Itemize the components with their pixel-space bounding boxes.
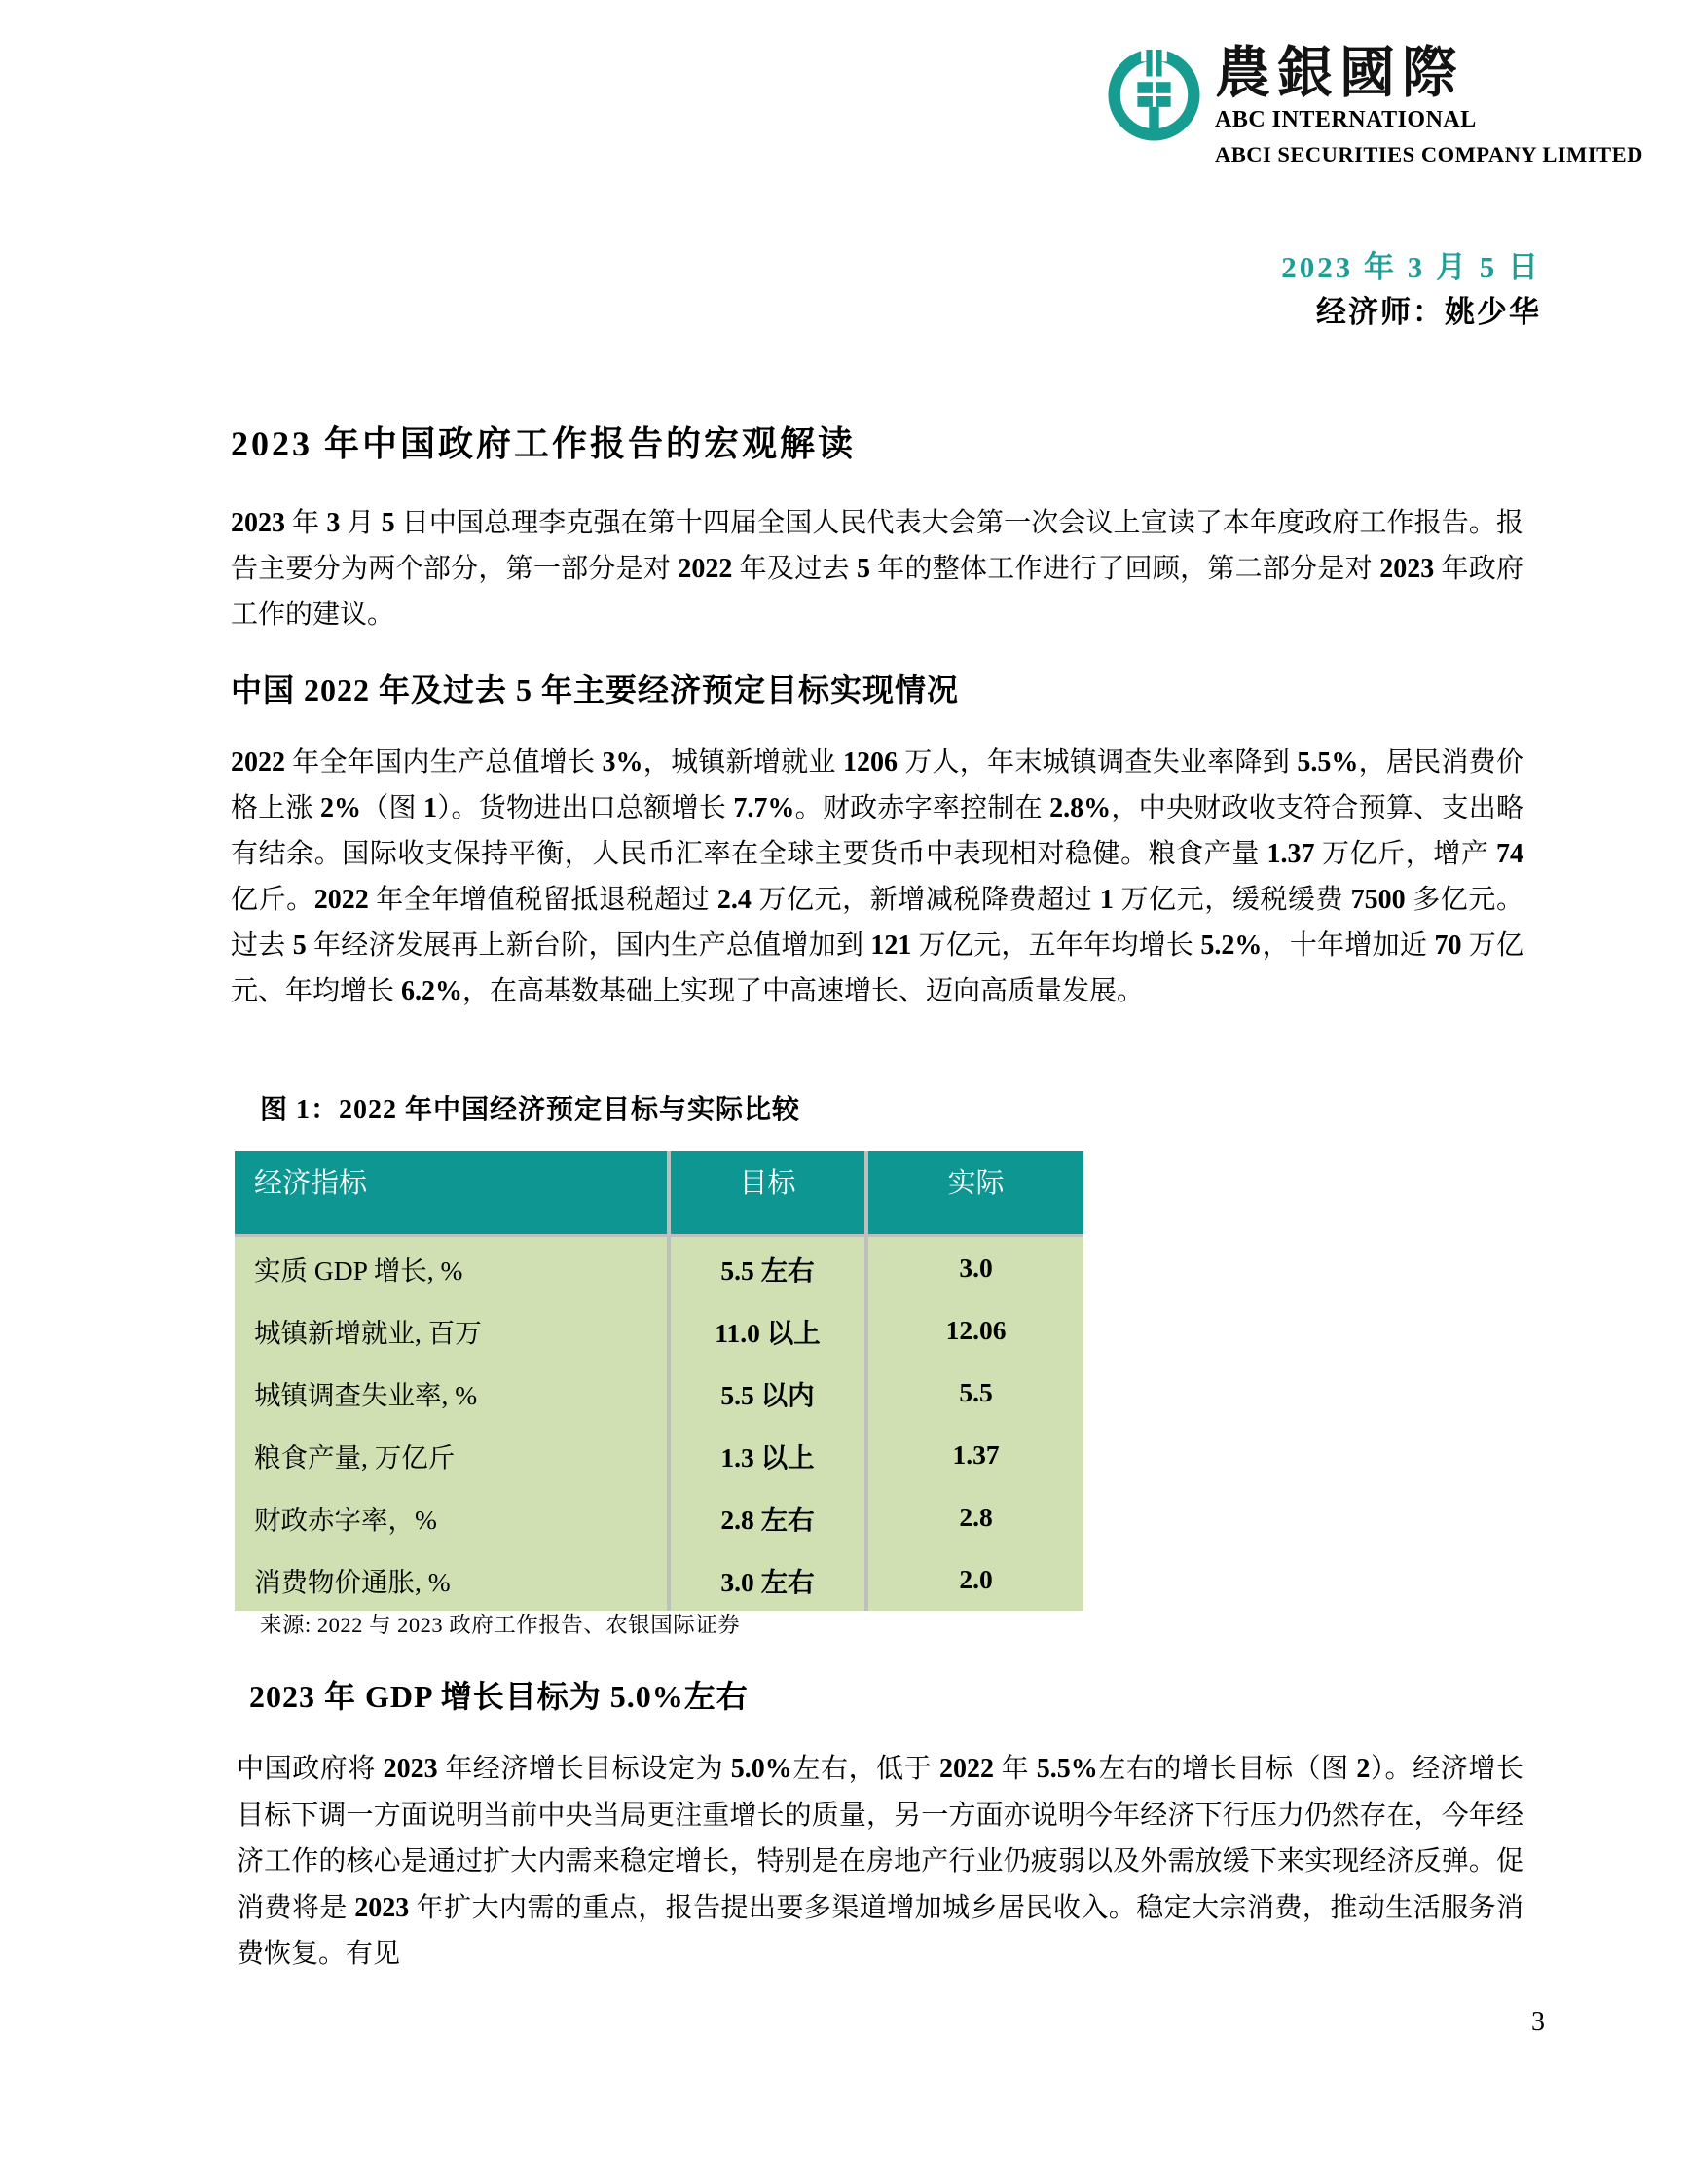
paragraph-intro: 2023 年 3 月 5 日中国总理李克强在第十四届全国人民代表大会第一次会议上宣读了本年度政府工作报告。报告主要分为两个部分，第一部分是对 2022 年及过去 5 年的整体工作进行了回顾，第二部分是对 2023 年政府工作的建议。	[231, 508, 1523, 630]
cell-actual: 5.5	[866, 1362, 1083, 1424]
abc-bank-logo-icon	[1108, 49, 1200, 141]
author-line: 经济师：姚少华	[1316, 295, 1541, 329]
source-note: 来源: 2022 与 2023 政府工作报告、农银国际证券	[260, 1613, 741, 1637]
page-number: 3	[1531, 2007, 1545, 2037]
cell-indicator: 消费物价通胀, %	[235, 1548, 669, 1611]
paragraph-2022-results: 2022 年全年国内生产总值增长 3%，城镇新增就业 1206 万人，年末城镇调查失业率降到 5.5%，居民消费价格上涨 2%（图 1）。货物进出口总额增长 7.7%。财政赤字率控制在 2.8%，中央财政收支符合预算、支出略有结余。国际收支保持平衡，人民币汇率在全球主要货币中表现相对稳健。粮食产量 1.37 万亿斤，增产 74 亿斤。2022 年全年增值税留抵退税超过 2.4 万亿元，新增减税降费超过 1 万亿元，缓税缓费 7500 多亿元。过去 5 年经济发展再上新台阶，国内生产总值增加到 121 万亿元，五年年均增长 5.2%，十年增加近 70 万亿元、年均增长 6.2%，在高基数基础上实现了中高速增长、迈向高质量发展。	[231, 747, 1523, 1006]
col-header-actual: 实际	[866, 1151, 1083, 1236]
brand-name-english: ABC INTERNATIONAL	[1215, 106, 1477, 132]
cell-target: 1.3 以上	[669, 1424, 866, 1486]
report-date: 2023 年 3 月 5 日	[1281, 250, 1541, 284]
cell-indicator: 城镇调查失业率, %	[235, 1362, 669, 1424]
cell-actual: 2.0	[866, 1548, 1083, 1611]
table-header-row	[235, 1151, 1083, 1236]
table-row-deficit	[235, 1486, 1083, 1548]
cell-actual: 3.0	[866, 1236, 1083, 1300]
cell-target: 11.0 以上	[669, 1299, 866, 1362]
cell-target: 5.5 左右	[669, 1236, 866, 1300]
cell-actual: 1.37	[866, 1424, 1083, 1486]
table-row-grain	[235, 1424, 1083, 1486]
cell-indicator: 城镇新增就业, 百万	[235, 1299, 669, 1362]
cell-target: 5.5 以内	[669, 1362, 866, 1424]
goals-comparison-table	[235, 1151, 1083, 1611]
cell-actual: 12.06	[866, 1299, 1083, 1362]
col-header-target: 目标	[669, 1151, 866, 1236]
paragraph-2023-target: 中国政府将 2023 年经济增长目标设定为 5.0%左右，低于 2022 年 5.5%左右的增长目标（图 2）。经济增长目标下调一方面说明当前中央当局更注重增长的质量，另一方面亦说明今年经济下行压力仍然存在，今年经济工作的核心是通过扩大内需来稳定增长，特别是在房地产行业仍疲弱以及外需放缓下来实现经济反弹。促消费将是 2023 年扩大内需的重点，报告提出要多渠道增加城乡居民收入。稳定大宗消费，推动生活服务消费恢复。有见	[237, 1754, 1523, 1969]
cell-indicator: 财政赤字率，%	[235, 1486, 669, 1548]
brand-name-chinese: 農銀國際	[1215, 43, 1464, 104]
table-row-gdp	[235, 1236, 1083, 1300]
brand-block	[1108, 45, 1643, 167]
section-heading-2023-gdp-target: 2023 年 GDP 增长目标为 5.0%左右	[249, 1679, 749, 1714]
cell-target: 2.8 左右	[669, 1486, 866, 1548]
section-heading-2022-targets: 中国 2022 年及过去 5 年主要经济预定目标实现情况	[231, 673, 960, 708]
date-author-block	[1281, 245, 1541, 335]
table-row-cpi	[235, 1548, 1083, 1611]
company-name: ABCI SECURITIES COMPANY LIMITED	[1215, 141, 1643, 166]
cell-actual: 2.8	[866, 1486, 1083, 1548]
cell-indicator: 粮食产量, 万亿斤	[235, 1424, 669, 1486]
col-header-indicator: 经济指标	[235, 1151, 669, 1236]
table-row-employment	[235, 1299, 1083, 1362]
table-row-unemployment	[235, 1362, 1083, 1424]
article-title: 2023 年中国政府工作报告的宏观解读	[231, 424, 857, 463]
cell-indicator: 实质 GDP 增长, %	[235, 1236, 669, 1300]
cell-target: 3.0 左右	[669, 1548, 866, 1611]
figure-1-title: 图 1：2022 年中国经济预定目标与实际比较	[260, 1095, 801, 1125]
brand-text	[1215, 45, 1643, 167]
